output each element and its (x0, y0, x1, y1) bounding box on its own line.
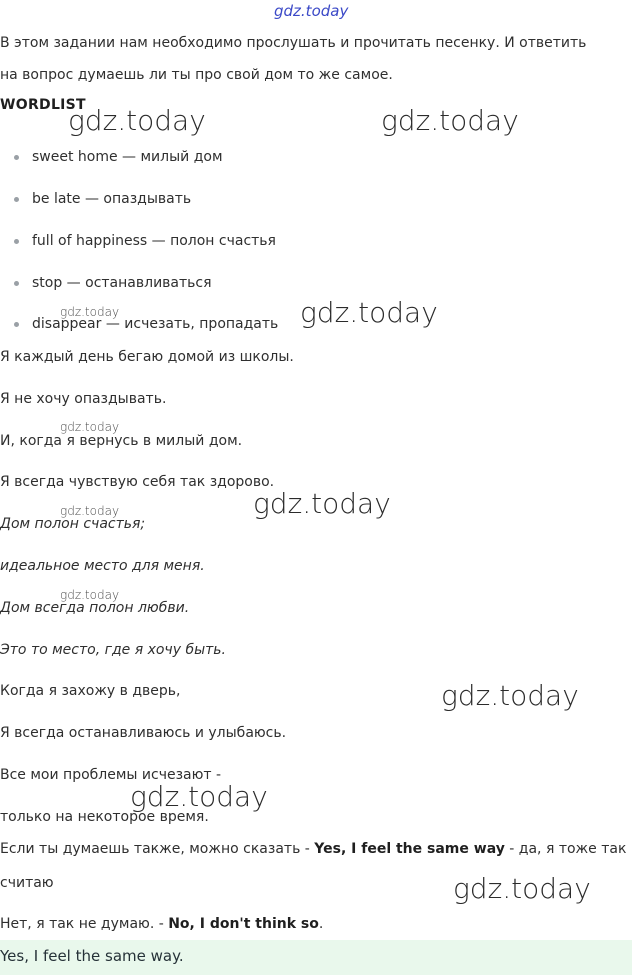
watermark: gdz.today (253, 487, 391, 520)
watermark: gdz.today (60, 305, 120, 319)
song-line: только на некоторое время. (0, 809, 209, 825)
song-line: Я каждый день бегаю домой из школы. (0, 349, 294, 365)
wordlist-item: stop — останавливаться (14, 275, 212, 291)
bullet-icon (14, 197, 19, 202)
song-line: Когда я захожу в дверь, (0, 683, 181, 699)
explain-no-line: Нет, я так не думаю. - No, I don't think so. (0, 916, 324, 932)
watermark: gdz.today (453, 872, 591, 905)
answer-box (0, 940, 632, 975)
song-line: идеальное место для меня. (0, 558, 205, 574)
answer-text: Yes, I feel the same way. (0, 947, 184, 965)
watermark: gdz.today (60, 420, 120, 434)
watermark: gdz.today (300, 296, 438, 329)
song-line: И, когда я вернусь в милый дом. (0, 433, 243, 449)
watermark: gdz.today (60, 504, 120, 518)
wordlist-item: full of happiness — полон счастья (14, 233, 276, 249)
song-line: Это то место, где я хочу быть. (0, 642, 226, 658)
watermark: gdz.today (441, 679, 579, 712)
song-line: Я не хочу опаздывать. (0, 391, 167, 407)
bullet-icon (14, 239, 19, 244)
watermark: gdz.today (274, 2, 349, 20)
watermark: gdz.today (68, 104, 206, 137)
wordlist-item: be late — опаздывать (14, 191, 191, 207)
bullet-icon (14, 155, 19, 160)
song-line: Все мои проблемы исчезают - (0, 767, 222, 783)
bullet-icon (14, 281, 19, 286)
watermark: gdz.today (130, 780, 268, 813)
song-line: Я всегда чувствую себя так здорово. (0, 474, 275, 490)
watermark: gdz.today (60, 588, 120, 602)
song-line: Дом полон счастья; (0, 516, 146, 532)
wordlist-item: disappear — исчезать, пропадать (14, 316, 278, 332)
explain-yes-cont: считаю (0, 875, 54, 891)
bullet-icon (14, 322, 19, 327)
intro-line-2: на вопрос думаешь ли ты про свой дом то же самое. (0, 67, 393, 83)
wordlist-heading: WORDLIST (0, 97, 86, 113)
intro-line-1: В этом задании нам необходимо прослушать и прочитать песенку. И ответить (0, 35, 587, 51)
song-line: Дом всегда полон любви. (0, 600, 190, 616)
watermark: gdz.today (381, 104, 519, 137)
explain-yes-line: Если ты думаешь также, можно сказать - Yes, I feel the same way - да, я тоже так (0, 841, 627, 857)
song-line: Я всегда останавливаюсь и улыбаюсь. (0, 725, 287, 741)
wordlist-item: sweet home — милый дом (14, 149, 223, 165)
